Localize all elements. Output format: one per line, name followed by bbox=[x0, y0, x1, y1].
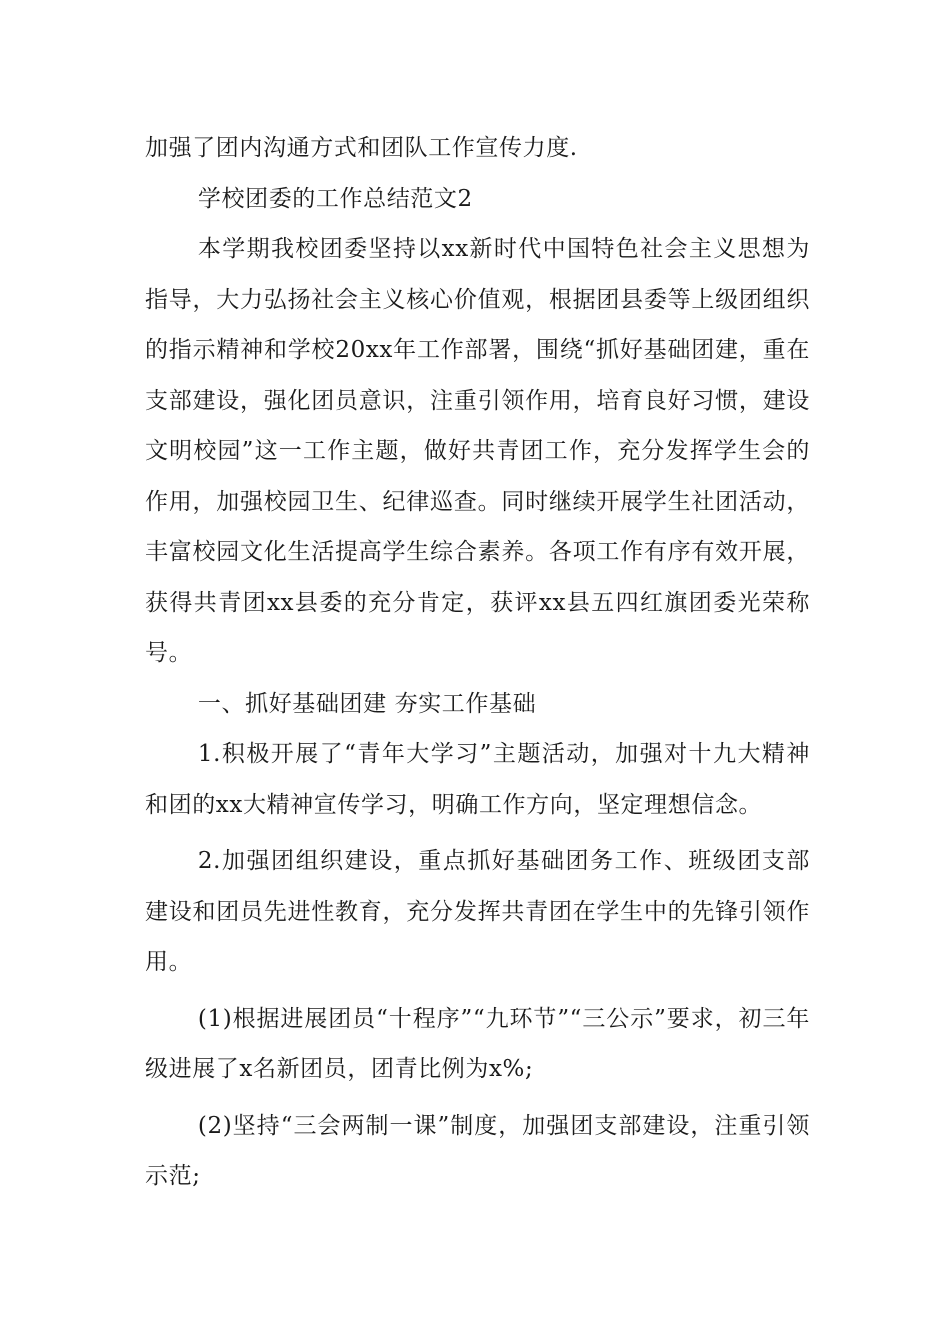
section-heading-summary-2: 学校团委的工作总结范文2 bbox=[197, 185, 473, 212]
paragraph-intro-tail: 加强了团内沟通方式和团队工作宣传力度. bbox=[145, 135, 578, 161]
paragraph-item-1: 1.积极开展了“青年大学习”主题活动，加强对十九大精神和团的xx大精神宣传学习，明确工作方向，坚定理想信念。 bbox=[145, 741, 810, 818]
paragraph-overview: 本学期我校团委坚持以xx新时代中国特色社会主义思想为指导，大力弘扬社会主义核心价值观，根据团县委等上级团组织的指示精神和学校20xx年工作部署，围绕“抓好基础团建，重在支部建设，强化团员意识，注重引领作用，培育良好习惯，建设文明校园”这一工作主题，做好共青团工作，充分发挥学生会的作用，加强校园卫生、纪律巡查。同时继续开展学生社团活动，丰富校园文化生活提高学生综合素养。各项工作有序有效开展，获得共青团xx县委的充分肯定，获评xx县五四红旗团委光荣称号。 bbox=[145, 236, 810, 666]
paragraph-item-2: 2.加强团组织建设，重点抓好基础团务工作、班级团支部建设和团员先进性教育，充分发挥共青团在学生中的先锋引领作用。 bbox=[145, 848, 810, 975]
paragraph-subitem-2: (2)坚持“三会两制一课”制度，加强团支部建设，注重引领示范; bbox=[145, 1112, 810, 1189]
document-body bbox=[145, 123, 810, 1202]
paragraph-subitem-1: (1)根据进展团员“十程序”“九环节”“三公示”要求，初三年级进展了x名新团员，团青比例为x%; bbox=[145, 1005, 810, 1082]
section-heading-one: 一、抓好基础团建 夯实工作基础 bbox=[197, 690, 537, 717]
